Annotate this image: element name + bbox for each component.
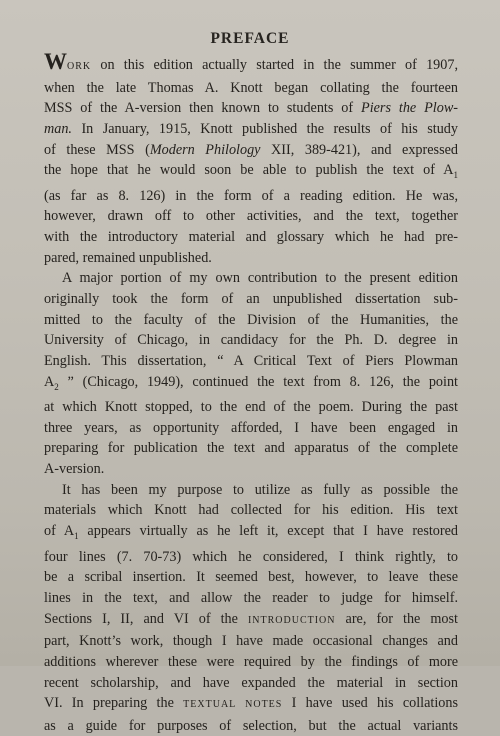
preface-body (44, 49, 459, 736)
text-line (44, 480, 458, 501)
text-line (44, 547, 458, 568)
text-segment: with the introductory material and glossary which he had pre- (44, 229, 458, 246)
text-segment: In January, 1915, Knott published the results of his study (71, 120, 458, 137)
text-segment: Modern Philology (149, 141, 261, 158)
text-line (44, 289, 458, 310)
text-segment: four lines (7. 70-73) which he considered, I think rightly, to (44, 548, 458, 565)
text-line (44, 567, 458, 588)
text-line (44, 372, 458, 397)
text-segment: MSS of the A-version then known to students of (44, 100, 362, 117)
text-segment: English. This dissertation, “ A Critical Text of Piers Plowman (44, 353, 458, 370)
text-segment: pared, remained unpublished. (44, 249, 212, 266)
text-line (44, 716, 458, 736)
text-segment: part, Knott’s work, though I have made occasional changes and (44, 633, 458, 650)
text-segment: TEXTUAL NOTES (183, 699, 283, 711)
text-segment: lines in the text, and allow the reader to judge for himself. (44, 589, 458, 606)
text-segment: A-version. (44, 461, 105, 478)
text-segment: however, drawn off to other activities, and the text, together (44, 208, 458, 225)
text-segment: University of Chicago, in candidacy for the Ph. D. degree in (44, 332, 458, 349)
text-segment: 2 (54, 381, 59, 392)
text-segment: ” (Chicago, 1949), continued the text from 8. 126, the point (58, 373, 458, 390)
text-segment: Sections I, II, and VI of the (44, 610, 248, 627)
text-segment: be a scribal insertion. It seemed best, however, to leave these (44, 569, 458, 586)
text-line (44, 248, 458, 269)
text-segment: are, for the most (335, 610, 458, 627)
text-line (44, 140, 458, 161)
text-segment: appears virtually as he left it, except that I have restored (78, 523, 459, 540)
text-line (44, 397, 458, 418)
text-segment: on this edition actually started in the summer of 1907, (91, 57, 458, 73)
text-segment: as a guide for purposes of selection, but the actual variants (44, 717, 458, 734)
text-segment: when the late Thomas A. Knott began collating the fourteen (44, 79, 458, 96)
text-line (44, 438, 458, 459)
page-title: PREFACE (210, 30, 290, 47)
text-segment: additions wherever these were required by the findings of more (44, 653, 458, 670)
text-line (44, 49, 458, 78)
text-line (44, 652, 458, 673)
text-segment: materials which Knott had collected for his edition. His text (44, 502, 458, 519)
text-segment: INTRODUCTION (247, 614, 336, 626)
text-segment: ORK (67, 61, 92, 72)
text-line (44, 310, 458, 331)
text-line (44, 206, 458, 227)
text-segment: of these MSS ( (44, 141, 150, 158)
text-segment: of A (44, 523, 75, 540)
text-line (44, 78, 458, 99)
text-segment: XII, 389-421), and expressed (260, 141, 458, 158)
text-segment: It has been my purpose to utilize as fully as possible the (62, 481, 458, 498)
text-segment: recent scholarship, and have expanded the material in section (44, 674, 458, 691)
text-line (44, 351, 458, 372)
text-segment: Piers the Plow- (361, 100, 459, 117)
text-line (44, 693, 458, 716)
text-segment: VI. In preparing the (44, 695, 184, 712)
text-segment: the hope that he would soon be able to publish the text of A (44, 162, 454, 179)
text-segment: A major portion of my own contribution to the present edition (62, 270, 458, 287)
text-line (44, 98, 458, 119)
text-line (44, 521, 458, 546)
text-segment: man. (44, 120, 72, 137)
text-line (44, 119, 458, 140)
text-line (44, 227, 458, 248)
text-segment: 1 (453, 170, 458, 181)
text-segment: at which Knott stopped, to the end of the poem. During the past (44, 399, 458, 416)
text-segment: (as far as 8. 126) in the form of a reading edition. He was, (44, 187, 458, 204)
text-segment: three years, as opportunity afforded, I have been engaged in (44, 419, 458, 436)
text-segment: I have used his collations (282, 695, 459, 712)
text-line (44, 631, 458, 652)
text-line (44, 459, 458, 480)
text-segment: originally took the form of an unpublished dissertation sub- (44, 291, 458, 308)
text-line (44, 186, 458, 207)
text-line (44, 418, 458, 439)
text-line (44, 330, 458, 351)
text-segment: A (44, 373, 55, 390)
text-line (44, 160, 458, 185)
text-segment: preparing for publication the text and apparatus of the complete (44, 440, 458, 457)
text-line (44, 673, 458, 694)
text-line (44, 588, 458, 609)
text-line (44, 500, 458, 521)
text-segment: 1 (74, 530, 79, 541)
text-segment: mitted to the faculty of the Division of the Humanities, the (44, 311, 458, 328)
text-line (44, 268, 458, 289)
text-segment: W (44, 49, 67, 74)
text-line (44, 609, 458, 632)
